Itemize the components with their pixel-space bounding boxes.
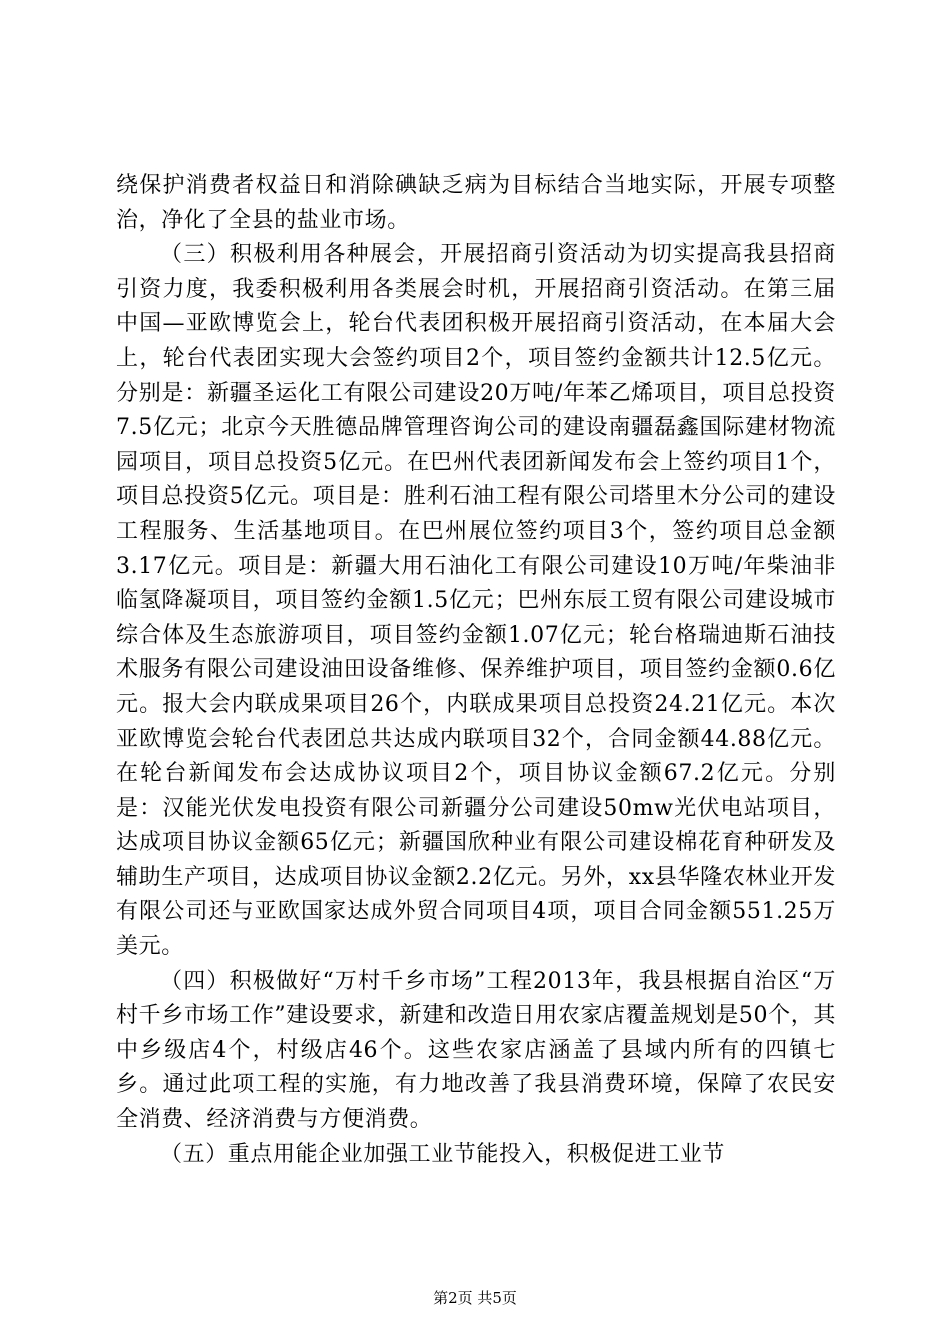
paragraph-continuation: 绕保护消费者权益日和消除碘缺乏病为目标结合当地实际，开展专项整治，净化了全县的盐业市场。 <box>116 173 836 233</box>
paragraph-section-5: （五）重点用能企业加强工业节能投入，积极促进工业节 <box>160 1141 726 1167</box>
body-text <box>116 169 836 1172</box>
paragraph-section-4: （四）积极做好“万村千乡市场”工程2013年，我县根据自治区“万村千乡市场工作”建设要求，新建和改造日用农家店覆盖规划是50个，其中乡级店4个，村级店46个。这些农家店涵盖了县域内所有的四镇七乡。通过此项工程的实施，有力地改善了我县消费环境，保障了农民安全消费、经济消费与方便消费。 <box>116 968 836 1133</box>
paragraph-section-3: （三）积极利用各种展会，开展招商引资活动为切实提高我县招商引资力度，我委积极利用各类展会时机，开展招商引资活动。在第三届中国—亚欧博览会上，轮台代表团积极开展招商引资活动，在本届大会上，轮台代表团实现大会签约项目2个，项目签约金额共计12.5亿元。分别是：新疆圣运化工有限公司建设20万吨/年苯乙烯项目，项目总投资7.5亿元；北京今天胜德品牌管理咨询公司的建设南疆磊鑫国际建材物流园项目，项目总投资5亿元。在巴州代表团新闻发布会上签约项目1个，项目总投资5亿元。项目是：胜利石油工程有限公司塔里木分公司的建设工程服务、生活基地项目。在巴州展位签约项目3个，签约项目总金额3.17亿元。项目是：新疆大用石油化工有限公司建设10万吨/年柴油非临氢降凝项目，项目签约金额1.5亿元；巴州东辰工贸有限公司建设城市综合体及生态旅游项目，项目签约金额1.07亿元；轮台格瑞迪斯石油技术服务有限公司建设油田设备维修、保养维护项目，项目签约金额0.6亿元。报大会内联成果项目26个，内联成果项目总投资24.21亿元。本次亚欧博览会轮台代表团总共达成内联项目32个，合同金额44.88亿元。在轮台新闻发布会达成协议项目2个，项目协议金额67.2亿元。分别是：汉能光伏发电投资有限公司新疆分公司建设50mw光伏电站项目，达成项目协议金额65亿元；新疆国欣种业有限公司建设棉花育种研发及辅助生产项目，达成项目协议金额2.2亿元。另外，xx县华隆农林业开发有限公司还与亚欧国家达成外贸合同项目4项，项目合同金额551.25万美元。 <box>116 242 836 960</box>
page-footer: 第2页 共5页 <box>433 1289 517 1307</box>
